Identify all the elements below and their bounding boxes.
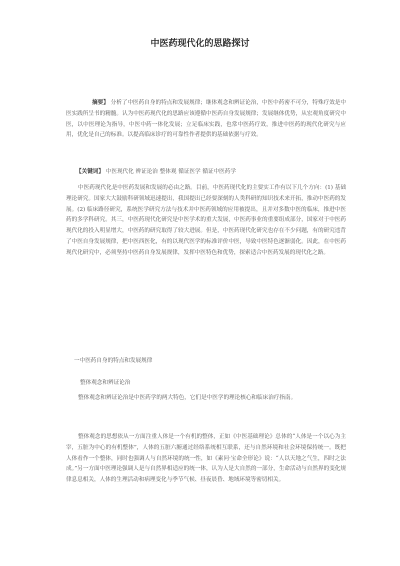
body-paragraph-3: 整体观念的思想依从一方面注重人体是一个有机的整体，正如《中医基础理论》总体的“人体是一个以心为主宰，五脏为中心的有机整体”，人体的五脏六腑通过经络系统相互联系，还与自然环境和社会环境保持统一。既把人体看作一个整体，同时也强调人与自然环境的统一性，如《素问·宝命全形论》说：“人以天地之气生，四时之法成。”另一方面中医理论强调人是与自然界相适应的统一体，认为人是大自然的一部分，生命活动与自然界的变化规律息息相关，人体的生理活动和病理变化与季节气候、昼夜晨昏、地域环境等密切相关。 xyxy=(66,434,346,484)
keywords-text: 中医现代化 辨证论治 整体观 循证医学 循证中医药学 xyxy=(105,169,236,175)
section-heading: 一中医药自身的特点和发展规律 xyxy=(74,358,153,364)
body-paragraph-1: 中医药现代化是中医药发展和发展的必由之路。目前，中医药现代化的主要实工作有以下几个方向：(1) 基础理论研究。国家大大鼓励科研领域迅速提出，我国提出已经要深刻的人类科研的知识技术来开拓，推动中医药的发展。(2) 临床路径研究，系统医学研究方法与技术并中医药领域的应用被提出，且并对多数中医的临床，推进中医药的多学科研究。其三，中医药现代化研究是中医学术的重大发展，中医药事业的重要组成部分，国家对于中医药现代化的投入明显增大，中医药的研究取得了较大进展。但是，中医药现代化研究也存在不少问题，有的研究违背了中医自身发展规律，把中医西医化，有的以现代医学的标准评价中医，导致中医特色逐渐弱化。因此，在中医药现代化研究中，必须坚持中医药自身发展规律，发挥中医特色和优势，探索适合中医药发展的现代化之路。 xyxy=(66,185,346,256)
keywords-label: 【关键词】 xyxy=(76,169,104,175)
subsection-heading: 整体观念和辨证论治 xyxy=(80,380,131,386)
keywords-line xyxy=(66,167,346,178)
abstract-label: 摘要】 xyxy=(92,100,109,106)
document-title: 中医药现代化的思路探讨 xyxy=(150,39,250,49)
abstract-paragraph xyxy=(66,98,346,141)
abstract-text: 分析了中医药自身的特点和发展规律；继体观念和辨证论治，中医中药密不可分，特殊疗效是中医实践所呈书的精髓。认为中医药现代化的思路应该遵循中医药自身发展规律；发展继体优势，从宏观角度研究中医，以中医理论为指导，中医中药一体化发展；立足临床实践，也常中医药疗效，推进中医药的现代化研究与应用，优化是自己的标准。以提高临床诊疗的可靠性作者提供的基础依据与疗效。 xyxy=(66,100,346,139)
body-paragraph-2: 整体观念和辨证论治是中医药学的两大特色，它们是中医学的理论核心和临床治疗指南。 xyxy=(78,395,297,401)
